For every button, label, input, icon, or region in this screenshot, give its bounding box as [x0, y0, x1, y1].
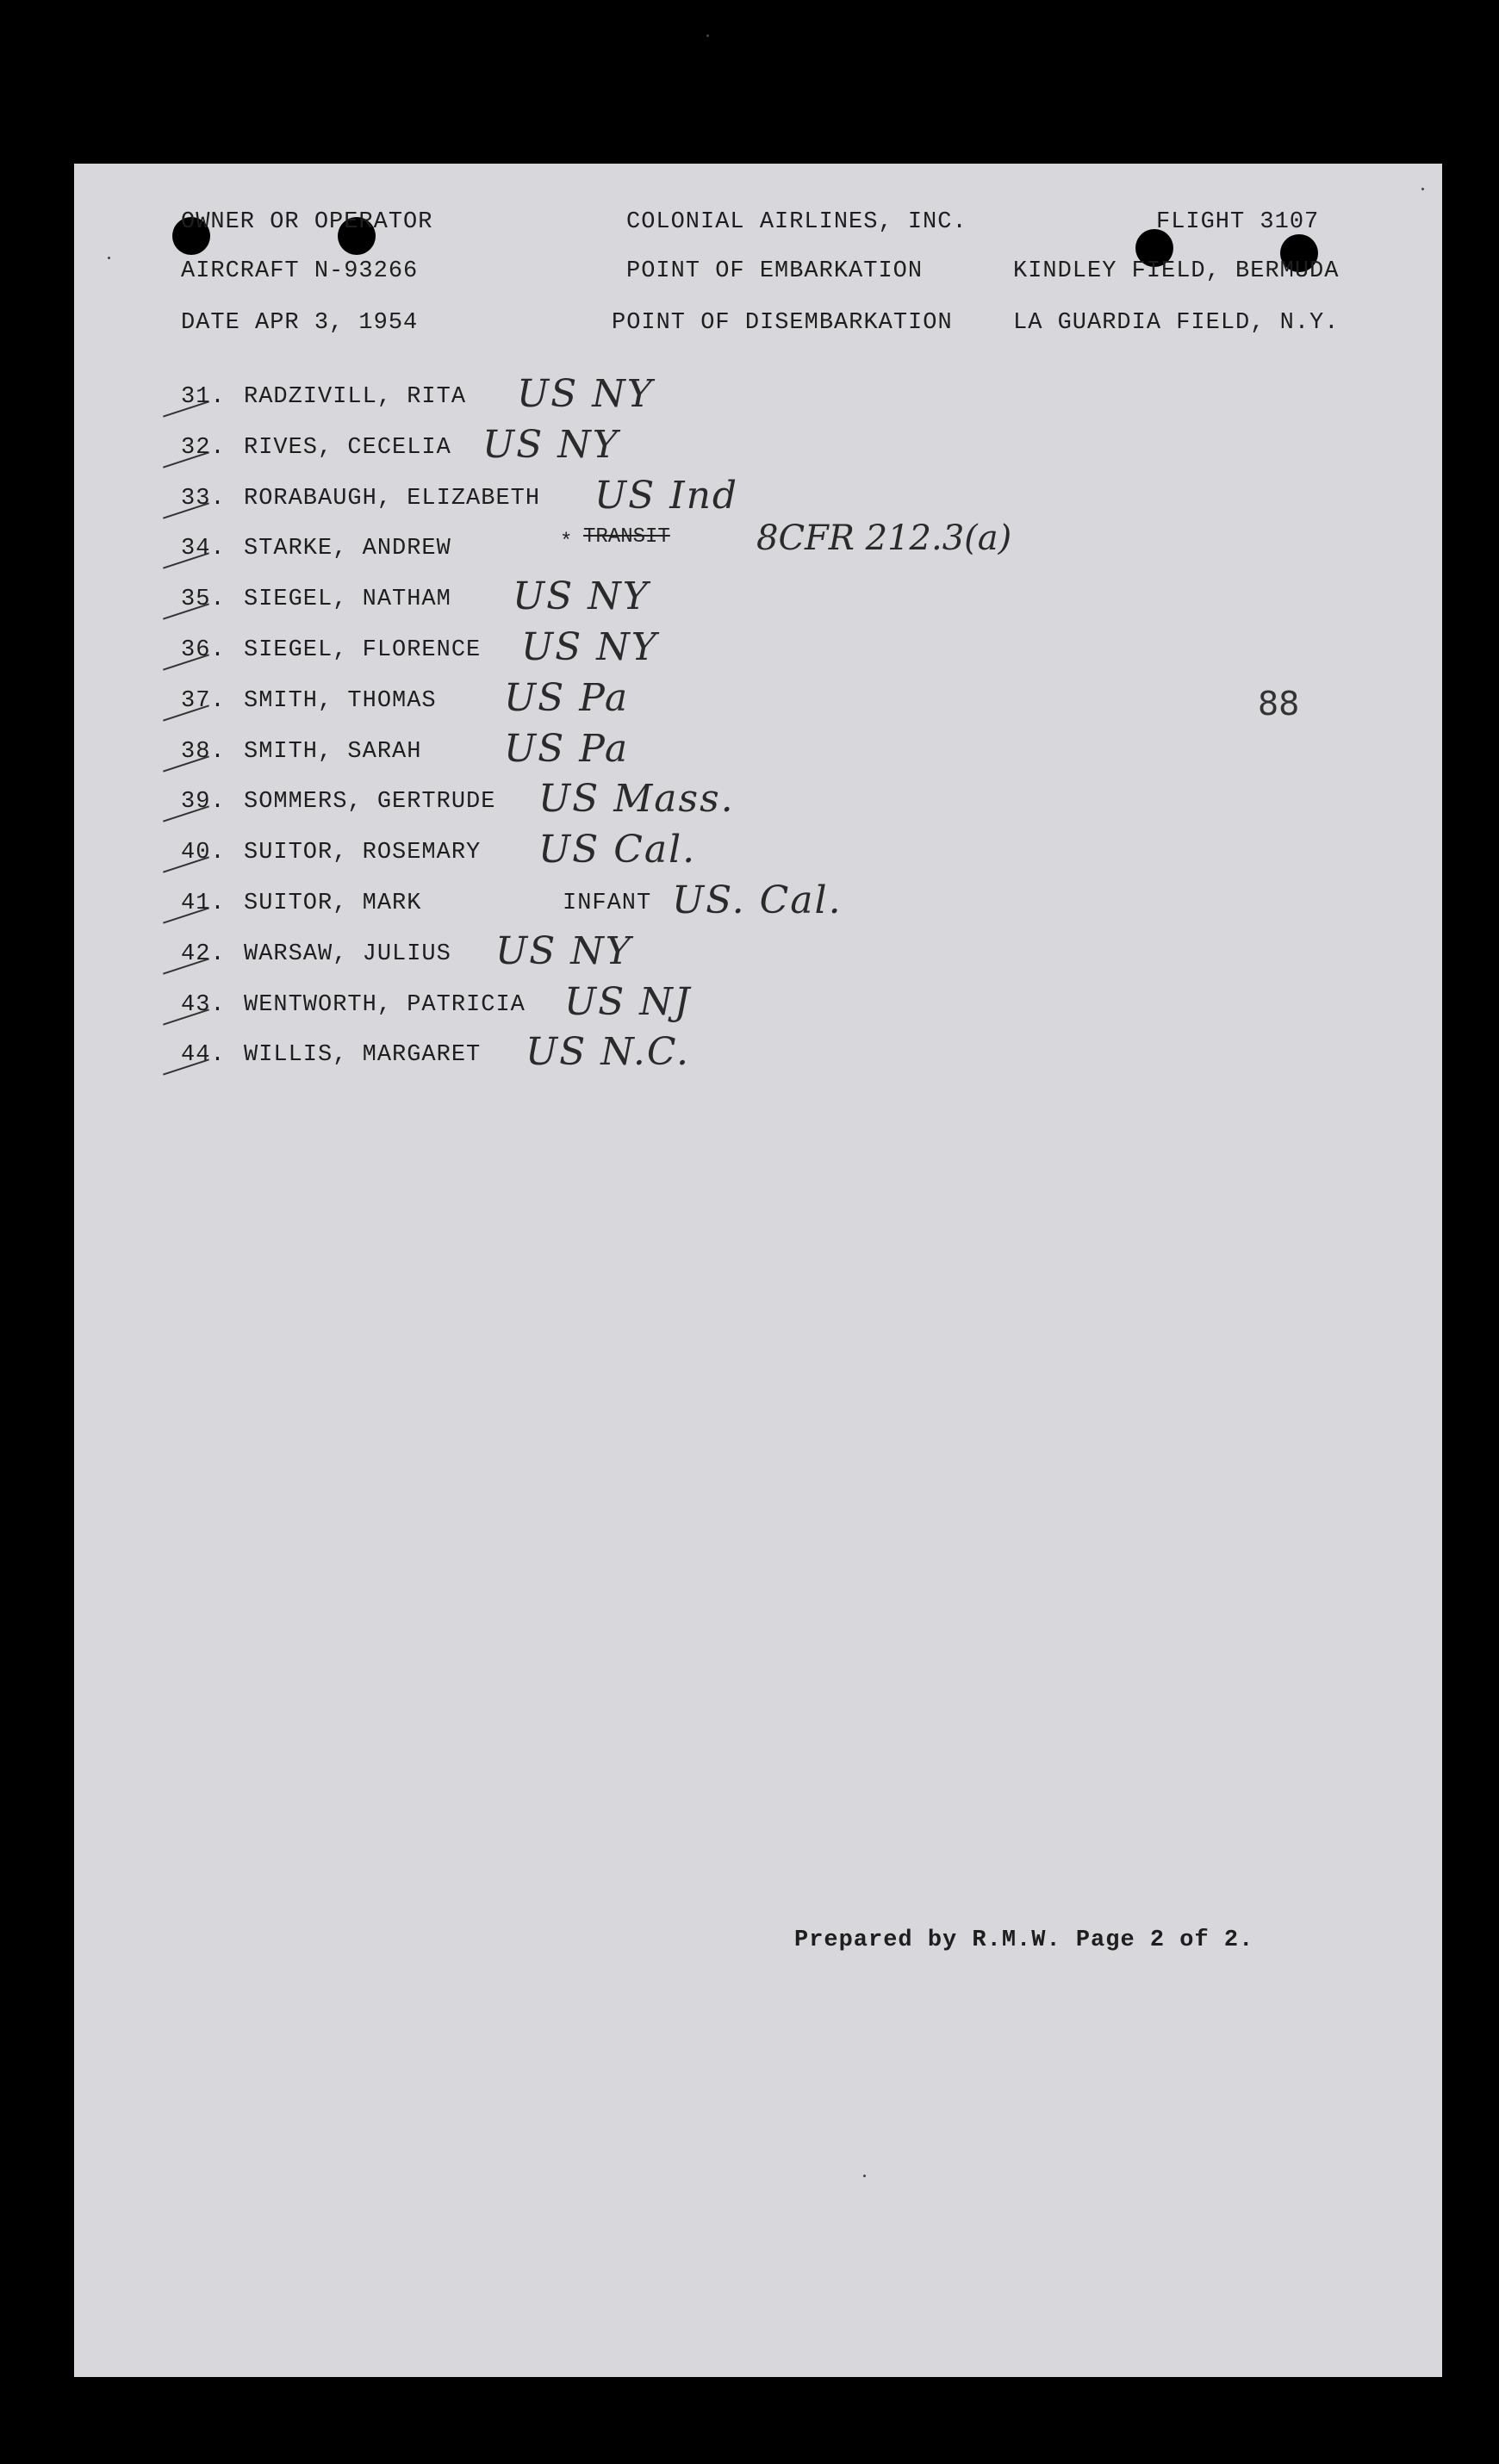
embarkation-value: KINDLEY FIELD, BERMUDA [1013, 258, 1340, 284]
passenger-name: SMITH, THOMAS [244, 688, 437, 714]
prepared-by-footer: Prepared by R.M.W. Page 2 of 2. [794, 1927, 1254, 1953]
passenger-number: 38. [181, 739, 226, 765]
passenger-number: 32. [181, 435, 226, 461]
handwritten-citizenship-note: US NY [482, 423, 619, 467]
passenger-number: 33. [181, 486, 226, 512]
handwritten-citizenship-note: US Cal. [538, 828, 697, 872]
manifest-date: DATE APR 3, 1954 [181, 310, 419, 336]
passenger-number: 41. [181, 891, 226, 916]
passenger-number: 40. [181, 840, 226, 866]
passenger-number: 42. [181, 941, 226, 967]
page-number: 88 [1258, 685, 1300, 723]
passenger-number: 43. [181, 992, 226, 1018]
passenger-name: RIVES, CECELIA [244, 435, 451, 461]
passenger-number: 34. [181, 536, 226, 562]
handwritten-citizenship-note: US N.C. [526, 1030, 690, 1074]
handwritten-citizenship-note: US Mass. [538, 777, 735, 821]
handwritten-citizenship-note: US. Cal. [672, 878, 843, 922]
handwritten-citizenship-note: US NY [495, 929, 632, 973]
handwritten-citizenship-note: US NJ [564, 980, 692, 1024]
scan-speck [1421, 188, 1424, 190]
cfr-annotation: 8CFR 212.3(a) [756, 518, 1012, 558]
passenger-name: SMITH, SARAH [244, 739, 422, 765]
passenger-name: WILLIS, MARGARET [244, 1042, 482, 1068]
owner-label: OWNER OR OPERATOR [181, 209, 433, 235]
aircraft-id: AIRCRAFT N-93266 [181, 258, 419, 284]
passenger-number: 35. [181, 587, 226, 612]
passenger-name: RORABAUGH, ELIZABETH [244, 486, 541, 512]
handwritten-citizenship-note: US Pa [504, 676, 630, 720]
passenger-name: WARSAW, JULIUS [244, 941, 451, 967]
asterisk-mark: * [560, 531, 573, 554]
embarkation-label: POINT OF EMBARKATION [626, 258, 924, 284]
handwritten-citizenship-note: US NY [517, 372, 654, 416]
passenger-name: RADZIVILL, RITA [244, 384, 467, 410]
passenger-name: SUITOR, MARK [244, 891, 422, 916]
handwritten-citizenship-note: US Ind [594, 474, 739, 518]
struck-out-note: TRANSIT [583, 525, 670, 549]
handwritten-citizenship-note: US NY [513, 574, 650, 618]
passenger-number: 37. [181, 688, 226, 714]
disembarkation-label: POINT OF DISEMBARKATION [612, 310, 953, 336]
passenger-name: WENTWORTH, PATRICIA [244, 992, 526, 1018]
passenger-number: 39. [181, 789, 226, 815]
handwritten-citizenship-note: US NY [521, 625, 658, 669]
scan-speck [863, 2175, 866, 2177]
passenger-number: 31. [181, 384, 226, 410]
passenger-name: STARKE, ANDREW [244, 536, 451, 562]
airline-name: COLONIAL AIRLINES, INC. [626, 209, 967, 235]
passenger-name: SIEGEL, FLORENCE [244, 637, 482, 663]
scan-speck [108, 257, 110, 259]
handwritten-citizenship-note: US Pa [504, 727, 630, 771]
passenger-name: SUITOR, ROSEMARY [244, 840, 482, 866]
passenger-name: SOMMERS, GERTRUDE [244, 789, 496, 815]
flight-number: FLIGHT 3107 [1156, 209, 1320, 235]
infant-label: INFANT [563, 891, 652, 916]
scan-speck [706, 34, 709, 37]
disembarkation-value: LA GUARDIA FIELD, N.Y. [1013, 310, 1340, 336]
passenger-number: 36. [181, 637, 226, 663]
passenger-name: SIEGEL, NATHAM [244, 587, 451, 612]
passenger-number: 44. [181, 1042, 226, 1068]
